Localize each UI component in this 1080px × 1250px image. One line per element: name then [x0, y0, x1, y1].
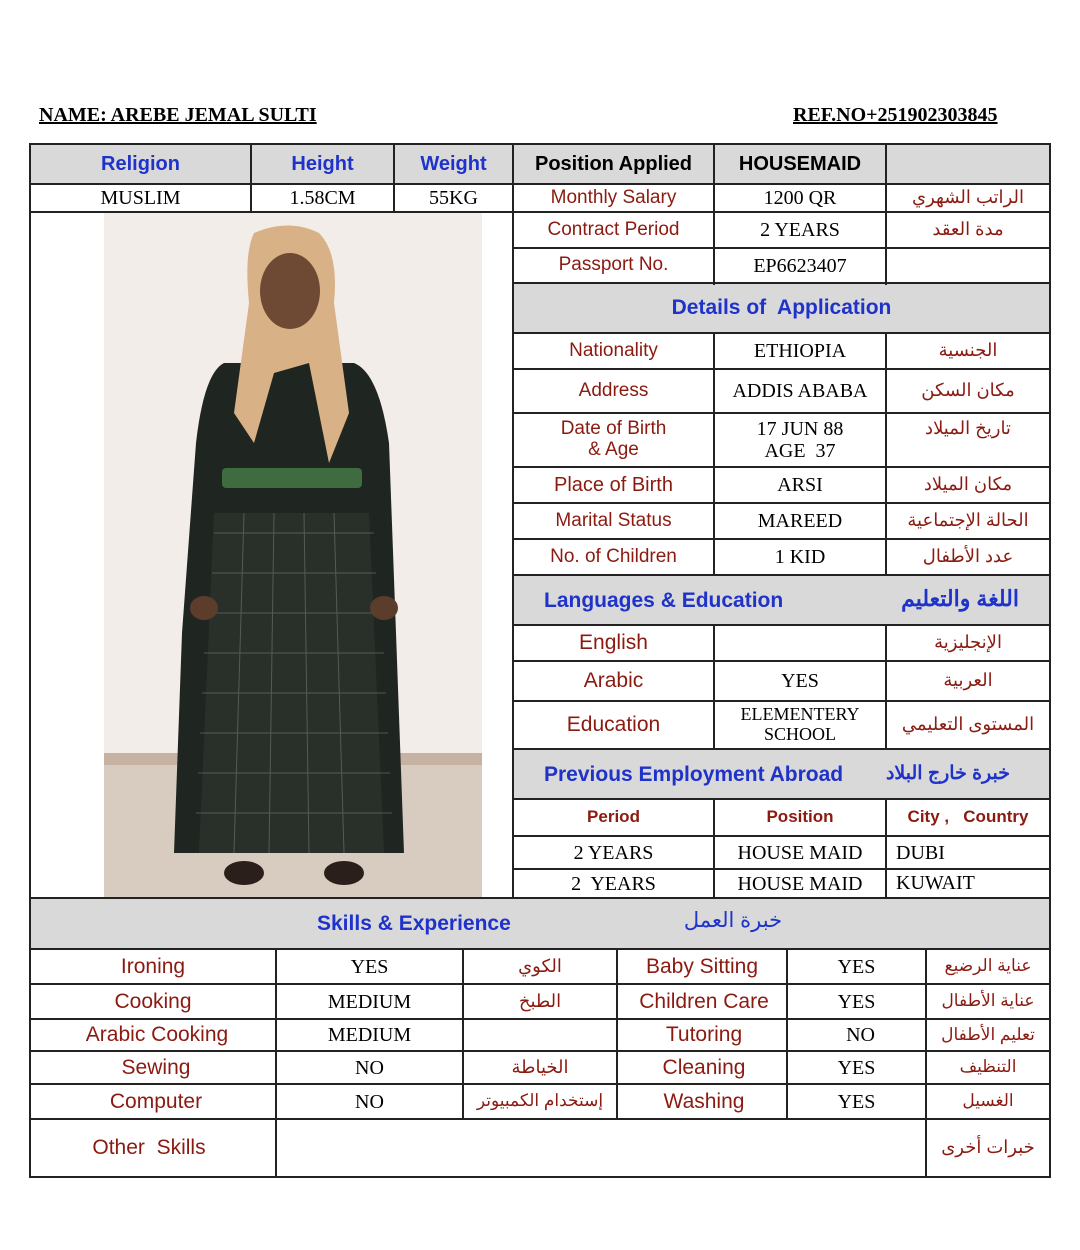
place-of-birth-arabic: مكان الميلاد — [923, 474, 1013, 495]
nationality-value: ETHIOPIA — [753, 340, 847, 362]
skill-sewing-label: Sewing — [121, 1055, 191, 1079]
employment-city-header: City , Country — [907, 807, 1029, 827]
employment-position-2: HOUSE MAID — [737, 872, 863, 895]
other-skills-label: Other Skills — [92, 1136, 206, 1160]
english-label: English — [579, 631, 648, 655]
children-label: No. of Children — [550, 545, 677, 567]
salary-value: 1200 QR — [763, 187, 837, 209]
skills-arabic-title: خبرة العمل — [683, 909, 783, 932]
employment-position-header: Position — [766, 807, 834, 827]
education-value — [715, 702, 885, 748]
passport-label: Passport No. — [558, 254, 669, 276]
religion-header: Religion — [101, 153, 180, 175]
contract-period-arabic: مدة العقد — [932, 219, 1004, 240]
religion-value: MUSLIM — [100, 187, 181, 209]
languages-title: Languages & Education — [544, 589, 784, 612]
contract-period-value: 2 YEARS — [760, 219, 840, 241]
skill-ironing-value: YES — [350, 955, 389, 978]
position-applied-label: Position Applied — [534, 153, 693, 175]
address-value: ADDIS ABABA — [732, 380, 868, 402]
skill-cooking-value: MEDIUM — [327, 990, 412, 1013]
education-label: Education — [566, 713, 661, 737]
nationality-label: Nationality — [569, 339, 658, 361]
employment-period-1: 2 YEARS — [573, 841, 654, 864]
education-value-line1: ELEMENTERY — [740, 704, 860, 725]
reference-number: REF.NO+251902303845 — [793, 104, 998, 126]
english-value — [715, 626, 885, 660]
passport-arabic — [887, 249, 1049, 282]
birth-age-value — [715, 414, 885, 466]
position-applied-value: HOUSEMAID — [738, 153, 862, 175]
children-arabic: عدد الأطفال — [922, 546, 1014, 567]
employment-arabic-title: خبرة خارج البلاد — [885, 763, 1011, 784]
address-label: Address — [578, 379, 649, 401]
skill-cleaning-label: Cleaning — [662, 1055, 746, 1079]
skills-title: Skills & Experience — [317, 912, 511, 935]
birth-date-value: 17 JUN 88 — [756, 418, 844, 440]
languages-arabic-title: اللغة والتعليم — [901, 586, 1019, 611]
birth-label-line2: & Age — [588, 439, 639, 460]
employment-period-header: Period — [587, 807, 640, 827]
skill-washing-value: YES — [837, 1090, 876, 1113]
employment-city-1: DUBI — [896, 842, 945, 864]
details-title: Details of Application — [671, 296, 892, 320]
employment-position-1: HOUSE MAID — [737, 841, 863, 864]
nationality-arabic: الجنسية — [938, 340, 998, 361]
skill-children-care-label: Children Care — [639, 989, 769, 1013]
skill-ironing-arabic: الكوي — [518, 955, 562, 976]
english-arabic: الإنجليزية — [934, 632, 1002, 653]
address-arabic: مكان السكن — [921, 380, 1015, 401]
skill-washing-arabic: الغسيل — [962, 1091, 1014, 1111]
place-of-birth-value: ARSI — [777, 474, 823, 496]
marital-status-arabic: الحالة الإجتماعية — [907, 510, 1029, 531]
employment-city-2: KUWAIT — [896, 872, 975, 894]
height-value: 1.58CM — [289, 187, 356, 209]
contract-period-label: Contract Period — [547, 218, 680, 240]
applicant-name: NAME: AREBE JEMAL SULTI — [39, 104, 317, 126]
arabic-arabic: العربية — [943, 670, 993, 691]
weight-header: Weight — [420, 153, 487, 175]
education-value-line2: SCHOOL — [763, 724, 836, 744]
salary-label: Monthly Salary — [550, 186, 677, 208]
birth-arabic: تاريخ الميلاد — [925, 418, 1011, 438]
passport-value: EP6623407 — [753, 254, 847, 277]
skill-baby-sitting-label: Baby Sitting — [645, 954, 759, 978]
age-value: AGE 37 — [764, 440, 836, 462]
other-skills-value — [277, 1120, 925, 1176]
birth-label-line1: Date of Birth — [560, 418, 667, 440]
skill-computer-label: Computer — [109, 1089, 203, 1113]
skill-baby-sitting-value: YES — [837, 955, 876, 978]
skill-ironing-label: Ironing — [120, 954, 186, 978]
children-value: 1 KID — [774, 546, 826, 568]
skills-band — [30, 898, 1050, 948]
skill-tutoring-value: NO — [846, 1024, 875, 1046]
skill-washing-label: Washing — [663, 1089, 745, 1113]
employment-period-2: 2 YEARS — [571, 872, 656, 895]
arabic-value: YES — [781, 670, 819, 692]
skill-tutoring-arabic: تعليم الأطفال — [941, 1024, 1035, 1044]
salary-arabic: الراتب الشهري — [912, 187, 1024, 208]
skill-sewing-value: NO — [355, 1056, 384, 1079]
skill-children-care-value: YES — [837, 990, 876, 1013]
skill-arabic-cooking-label: Arabic Cooking — [85, 1023, 229, 1047]
person-photo-icon — [104, 213, 482, 898]
place-of-birth-label: Place of Birth — [554, 474, 673, 496]
skill-computer-value: NO — [355, 1090, 384, 1113]
employment-title: Previous Employment Abroad — [544, 763, 844, 786]
education-arabic: المستوى التعليمي — [901, 714, 1035, 735]
skill-cooking-arabic: الطبخ — [518, 990, 562, 1011]
skill-children-care-arabic: عناية الأطفال — [941, 991, 1035, 1011]
skill-cleaning-arabic: التنظيف — [959, 1057, 1017, 1077]
weight-value: 55KG — [429, 187, 478, 209]
marital-status-value: MAREED — [757, 510, 843, 532]
height-header: Height — [291, 153, 354, 175]
other-skills-arabic: خبرات أخرى — [941, 1137, 1035, 1158]
skill-computer-arabic: إستخدام الكمبيوتر — [476, 1091, 604, 1111]
skill-tutoring-label: Tutoring — [665, 1023, 743, 1047]
skill-cooking-label: Cooking — [114, 989, 192, 1013]
skill-sewing-arabic: الخياطة — [511, 1056, 569, 1077]
skill-arabic-cooking-value: MEDIUM — [327, 1024, 412, 1046]
marital-status-label: Marital Status — [555, 509, 672, 531]
applicant-photo — [104, 213, 482, 898]
skill-baby-sitting-arabic: عناية الرضيع — [944, 956, 1032, 976]
arabic-label: Arabic — [583, 669, 644, 693]
skill-arabic-cooking-arabic — [464, 1020, 616, 1050]
birth-age-label — [514, 414, 713, 466]
skill-cleaning-value: YES — [837, 1056, 876, 1079]
